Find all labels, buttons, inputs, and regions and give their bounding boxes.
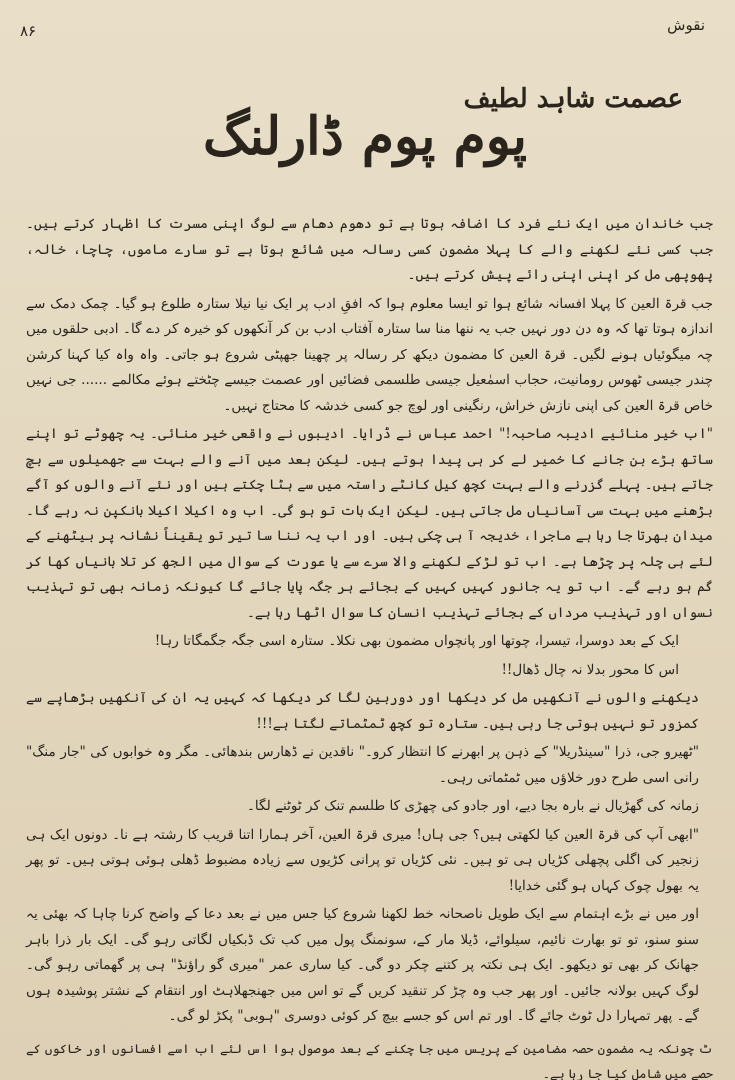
paragraph: جب خاندان میں ایک نئے فرد کا اضافہ ہوتا ہے تو دھوم دھام سے لوگ اپنی مسرت کا اظہار کرتے ہیں۔ جب کسی نئے لکھنے والے کا پہلا مضمون کسی رسالہ میں شائع ہوتا ہے تو سارے ماموں، چاچا، خالہ، پھوپھی مل کر اپنی اپنی رائے پیش کرتے ہیں۔ [26,216,713,283]
page-number: ۸۶ [20,22,37,40]
paragraph: اور میں نے بڑے اہتمام سے ایک طویل ناصحانہ خط لکھنا شروع کیا جس میں نے بعد دعا کے واضح کرنا چاہا کہ بھئی یہ سنو سنو، تو تو بھارت نائیم، سیلوائے، ڈیلا مار کے، سونمنگ پول میں کب تک ڈبکیاں لگاتی رہو گی۔ ایک بار ذرا باہر جھانک کر بھی تو دیکھو۔ ایک ہی نکتہ پر کتنے چکر دو گی۔ کیا ساری عمر "میری گو راؤنڈ" ہی پر گھماتی رہو گی۔ لوگ کہیں بولانہ جائیں۔ اور پھر جب وہ چڑ کر تنقید کریں گے تو اس میں جھنجھلاہٹ اور انتقام کے نشتر پوشیدہ ہوں گے۔ پھر تمہارا دل ٹوٹ جائے گا۔ اور تم اس کو جسے بیچ کر کوئی دوسری "ہوبی" پکڑ لو گی۔ [26,906,699,1024]
footnote: ٹ چونکہ یہ مضمون حصہ مضامین کے پریس میں جا چکنے کے بعد موصول ہوا اس لئے اب اسے افسانوں اور خاکوں کے حصے میں شامل کیا جا رہا ہے۔ [26,1040,713,1080]
paragraph: "ٹھیرو جی، ذرا "سینڈریلا" کے ذہن پر ابھرنے کا انتظار کرو۔" ناقدین نے ڈھارس بندھائی۔ مگر وہ خوابوں کی "جار منگ" رانی اسی طرح دور خلاؤں میں ٹمٹماتی رہی۔ [26,744,699,786]
paragraph: دیکھنے والوں نے آنکھیں مل کر دیکھا اور دوربین لگا کر دیکھا کہ کہیں یہ ان کی آنکھیں بڑھاپے سے کمزور تو نہیں ہوتی جا رہی ہیں۔ ستارہ تو کچھ ٹمٹماتے لگتا ہے!!! [26,690,699,732]
article-title: پوم پوم ڈارلنگ [202,106,528,167]
paragraph: جب قرۃ العین کا پہلا افسانہ شائع ہوا تو ایسا معلوم ہوا کہ افقِ ادب پر ایک نیا نیلا ستارہ طلوع ہو گیا۔ چمک دمک سے اندازہ ہوتا تھا کہ وہ دن دور نہیں جب یہ ننھا منا سا ستارہ آفتاب ادب بن کر آنکھوں کو خیرہ کر دے گا۔ ادبی حلقوں میں چہ میگوئیاں ہونے لگیں۔ قرۃ العین کا مضمون دیکھ کر رسالہ پر چھینا جھپٹی شروع ہو جاتی۔ واہ واہ کیا کہنا کرشن چندر جیسی ٹھوس رومانیت، حجاب اسمٰعیل جیسی طلسمی فضائیں اور عصمت جیسے چٹختے ہوئے مکالمے ...... جی نہیں خاص قرۃ العین کی اپنی نازش خراش، رنگینی اور لوچ جو کسی خدشہ کا محتاج نہیں۔ [26,295,713,414]
article-body [26,212,713,1080]
paragraph: "اب خیر منائیے ادیبہ صاحبہ!" احمد عباس نے ڈرایا۔ ادیبوں نے واقعی خیر منائی۔ یہ چھوٹے تو اپنے ساتھ بڑے بن جانے کا خمیر لے کر ہی پیدا ہوتے ہیں۔ لیکن بعد میں آنے والے بہت سے جھمیلوں سے بچ جاتے ہیں۔ پہلے گزرنے والے بہت کچھ کیل کانٹے راستہ میں سے ہٹا چکتے ہیں اور نئے آنے والوں کو آگے بڑھنے میں بہت سی آسانیاں مل جاتی ہیں۔ لیکن ایک بات تو ہو گی۔ اب وہ اکیلا اکیلا بانکپن نہ رہے گا۔ میدان بھرتا جا رہا ہے ماجرا، خدیجہ آ ہی چکی ہیں۔ اور اب یہ ننا سا تیر تو یقیناً نشانہ پر بیٹھنے کے لئے ہی چلہ پر چڑھا ہے۔ اب تو لڑکے لکھنے والا سرے سے یا عورت کے سوال میں الجھ کر تلا بانیاں کھا کر گم ہو رہے گے۔ اب تو یہ جانور کہیں کہیں کے بجائے ہر جگہ پایا جائے گا کیونکہ زمانہ بھی تو تہذیب نسواں اور تہذیب مرداں کے بجائے تہذیب انسان کا سوال اٹھا رہا ہے۔ [26,426,713,621]
author-name: عصمت شاہد لطیف [463,84,683,114]
paragraph: زمانہ کی گھڑیال نے بارہ بجا دیے، اور جادو کی چھڑی کا طلسم تنک کر ٹوٹنے لگا۔ [246,798,699,814]
running-head: نقوش [667,16,705,34]
paragraph: ایک کے بعد دوسرا، تیسرا، چوتھا اور پانچواں مضمون بھی نکلا۔ ستارہ اسی جگہ جگمگاتا رہا! [154,633,679,649]
paragraph: "ابھی آپ کی قرۃ العین کیا لکھتی ہیں؟ جی ہاں! میری قرۃ العین، آخر ہمارا اتنا قریب کا رشتہ ہے نا۔ دونوں ایک ہی زنجیر کی اگلی پچھلی کڑیاں ہی تو ہیں۔ نئی کڑیاں تو پرانی کڑیوں سے زیادہ مضبوط ڈھلی ہوئی ہوتی ہیں۔ تو پھر یہ بھول چوک کہاں ہو گئی خدایا! [26,826,699,894]
paragraph: اس کا محور بدلا نہ چال ڈھال!! [501,661,679,678]
